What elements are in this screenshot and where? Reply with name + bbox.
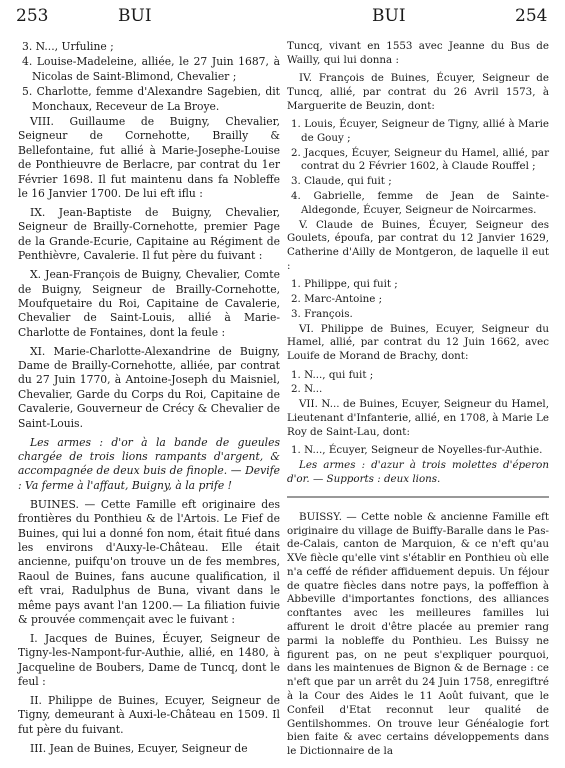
left-text-column xyxy=(18,40,280,761)
paragraph: I. Jacques de Buines, Écuyer, Seigneur de Tigny-les-Nampont-fur-Authie, allié, en 1480, à Jacqueline de Boubers, Dame de Tuncq, dont le feul : xyxy=(18,631,280,689)
paragraph: IV. François de Buines, Écuyer, Seigneur de Tuncq, allié, par contrat du 26 Avril 1573, à Marguerite de Beuzin, dont: xyxy=(287,72,549,112)
list-item: 4. Gabrielle, femme de Jean de Sainte-Aldegonde, Écuyer, Seigneur de Noircarmes. xyxy=(291,189,549,216)
list-item: 2. N... xyxy=(291,383,323,396)
paragraph: Tuncq, vivant en 1553 avec Jeanne du Bus de Wailly, qui lui donna : xyxy=(287,40,549,66)
list-item: 2. Marc-Antoine ; xyxy=(291,293,383,306)
paragraph: V. Claude de Buines, Écuyer, Seigneur des Goulets, époufa, par contrat du 12 Janvier 1629, Catherine d'Ailly de Montgeron, de laquelle il eut : xyxy=(287,218,549,272)
list-item: 3. François. xyxy=(291,307,353,320)
list-item: 1. N..., Écuyer, Seigneur de Noyelles-fur-Authie. xyxy=(291,444,543,457)
list-item: 1. Philippe, qui fuit ; xyxy=(291,278,398,291)
paragraph: II. Philippe de Buines, Ecuyer, Seigneur de Tigny, demeurant à Auxi-le-Château en 1509. Il fut père du fuivant. xyxy=(18,693,280,736)
left-page-number: 253 xyxy=(16,6,49,26)
list-item: 1. Louis, Écuyer, Seigneur de Tigny, allié à Marie de Gouy ; xyxy=(291,117,549,144)
paragraph: BUISSY. — Cette noble & ancienne Famille eft originaire du village de Buiffy-Baralle dans le Pas-de-Calais, canton de Marquion, & ce n'eft qu'au XVe fiècle qu'elle vint s'établir en Ponthieu où elle n'a ceffé de réfider affiduement depuis. Un féjour de quatre fiècles dans notre pays, la poffeffion à Abbeville d'importantes fonctions, des alliances conftantes avec les meilleures familles lui affurent le droit d'être placée au premier rang parmi la nobleffe du Ponthieu. Les Buissy ne figurent pas, on ne peut s'expliquer pourquoi, dans les maintenues de Bignon & de Bernage : ce n'eft que par un arrêt du 24 Juin 1758, enregiftré à la Cour des Aides le 11 Août fuivant, que le Confeil d'Etat reconnut leur qualité de Gentilshommes. On trouve leur Généalogie fort bien faite & avec certains développements dans le Dictionnaire de la xyxy=(287,510,549,758)
right-page-number: 254 xyxy=(515,6,548,26)
right-running-head: BUI xyxy=(372,6,406,26)
list-item: 1. N..., qui fuit ; xyxy=(291,368,374,381)
arms-paragraph: Les armes : d'or à la bande de gueules chargée de trois lions rampants d'argent, & accompagnée de deux buis de finople. — Devife : Va ferme à l'affaut, Buigny, à la prife ! xyxy=(18,435,280,492)
list-item: 2. Jacques, Écuyer, Seigneur du Hamel, allié, par contrat du 2 Février 1602, à Claude Rouffel ; xyxy=(291,146,549,173)
list-item: 3. Claude, qui fuit ; xyxy=(291,175,392,188)
paragraph: III. Jean de Buines, Ecuyer, Seigneur de xyxy=(30,741,248,755)
right-text-column xyxy=(287,40,549,764)
section-divider xyxy=(287,491,549,505)
divider-rule xyxy=(287,494,549,500)
paragraph: BUINES. — Cette Famille eft originaire des frontières du Ponthieu & de l'Artois. Le Fief de Buines, qui lui a donné fon nom, était fitué dans les environs d'Auxy-le-Château. Elle était ancienne, puifqu'on trouve un de fes membres, Raoul de Buines, fans aucune qualification, il eft vrai, Radulphus de Buna, vivant dans le même pays avant l'an 1200.— La filiation fuivie & prouvée commençait avec le fuivant : xyxy=(18,497,280,626)
paragraph: VI. Philippe de Buines, Ecuyer, Seigneur du Hamel, allié, par contrat du 12 Juin 1662, avec Louife de Morand de Brachy, dont: xyxy=(287,322,549,363)
paragraph: VIII. Guillaume de Buigny, Chevalier, Seigneur de Cornehotte, Brailly & Bellefontaine, fut allié à Marie-Josephe-Louise de Ponthieuvre de Berlacre, par contrat du 1er Février 1698. Il fut maintenu dans fa Nobleffe le 16 Janvier 1700. De lui eft iflu : xyxy=(18,115,280,201)
paragraph: IX. Jean-Baptiste de Buigny, Chevalier, Seigneur de Brailly-Cornehotte, premier Page de la Grande-Ecurie, Capitaine au Régiment de Penthièvre, Cavalerie. Il fut père du fuivant : xyxy=(18,205,280,263)
left-running-head: BUI xyxy=(118,6,152,26)
paragraph: VII. N... de Buines, Ecuyer, Seigneur du Hamel, Lieutenant d'Infanterie, allié, en 1708, à Marie Le Roy de Saint-Lau, dont: xyxy=(287,398,549,438)
list-item: 5. Charlotte, femme d'Alexandre Sagebien, dit Monchaux, Receveur de La Broye. xyxy=(22,85,280,113)
paragraph: XI. Marie-Charlotte-Alexandrine de Buigny, Dame de Brailly-Cornehotte, alliée, par contrat du 27 Juin 1770, à Antoine-Joseph du Maisniel, Chevalier, Garde du Corps du Roi, Capitaine de Cavalerie, Gouverneur de Crécy & Chevalier de Saint-Louis. xyxy=(18,344,280,430)
list-item: 3. N..., Urfuline ; xyxy=(22,40,114,53)
list-item: 4. Louise-Madeleine, alliée, le 27 Juin 1687, à Nicolas de Saint-Blimond, Chevalier ; xyxy=(22,55,280,83)
arms-paragraph: Les armes : d'azur à trois molettes d'éperon d'or. — Supports : deux lions. xyxy=(287,458,549,485)
paragraph: X. Jean-François de Buigny, Chevalier, Comte de Buigny, Seigneur de Brailly-Cornehotte, Moufquetaire du Roi, Capitaine de Cavalerie, Chevalier de Saint-Louis, allié à Marie-Charlotte de Fontaines, dont la feule : xyxy=(18,268,280,339)
